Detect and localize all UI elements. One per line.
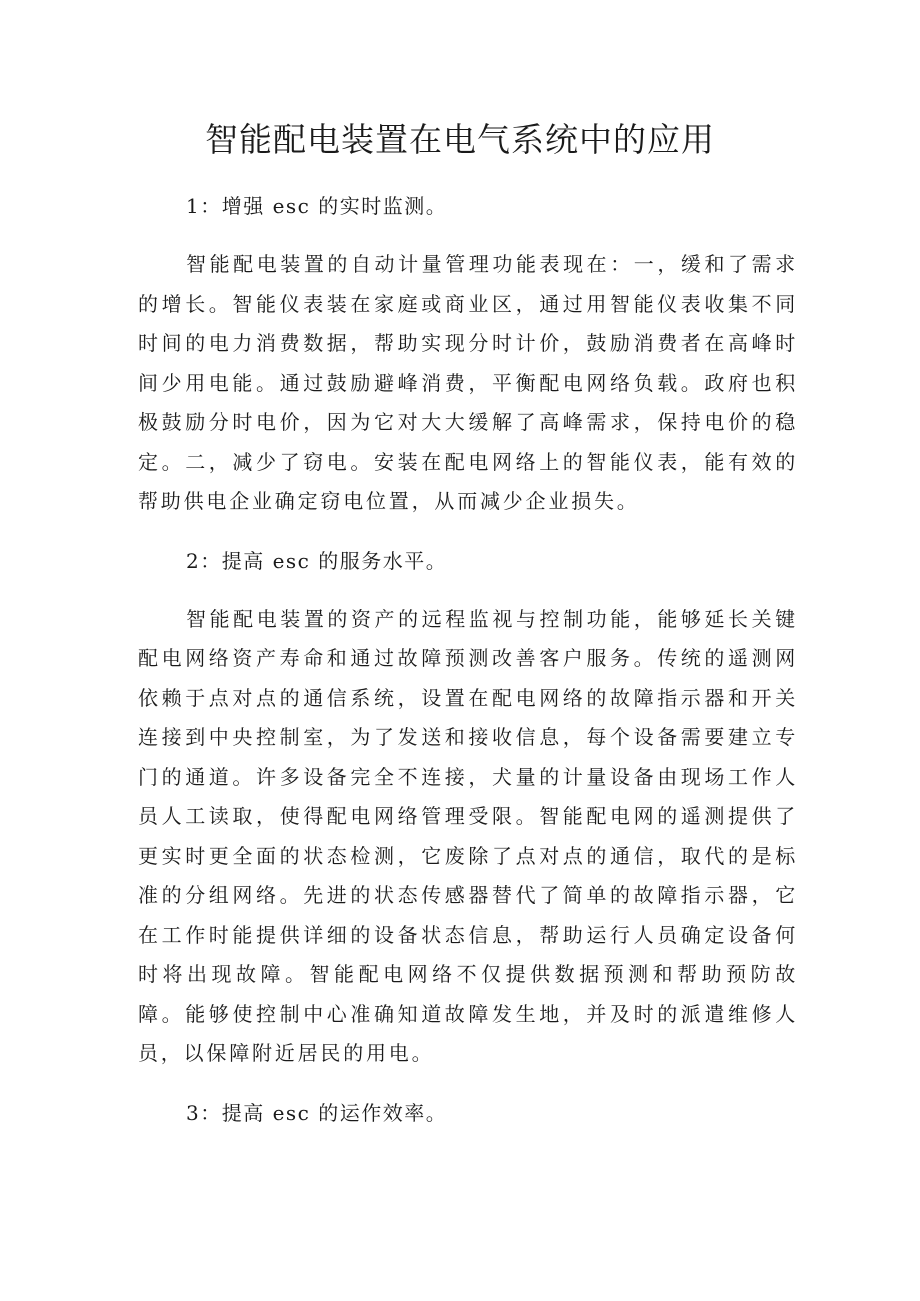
document-title: 智能配电装置在电气系统中的应用 — [205, 120, 715, 159]
section-1-paragraph: 智能配电装置的自动计量管理功能表现在：一，缓和了需求的增长。智能仪表装在家庭或商业区，通过用智能仪表收集不同时间的电力消费数据，帮助实现分时计价，鼓励消费者在高峰时间少用电能。通过鼓励避峰消费，平衡配电网络负载。政府也积极鼓励分时电价，因为它对大大缓解了高峰需求，保持电价的稳定。二，减少了窃电。安装在配电网络上的智能仪表，能有效的帮助供电企业确定窃电位置，从而减少企业损失。 — [138, 252, 798, 513]
document-body — [138, 184, 798, 1152]
section-2-heading: 2：提高 esc 的服务水平。 — [186, 548, 448, 573]
section-2-paragraph: 智能配电装置的资产的远程监视与控制功能，能够延长关键配电网络资产寿命和通过故障预测改善客户服务。传统的遥测网依赖于点对点的通信系统，设置在配电网络的故障指示器和开关连接到中央控制室，为了发送和接收信息，每个设备需要建立专门的通道。许多设备完全不连接，犬量的计量设备由现场工作人员人工读取，使得配电网络管理受限。智能配电网的遥测提供了更实时更全面的状态检测，它废除了点对点的通信，取代的是标准的分组网络。先进的状态传感器替代了简单的故障指示器，它在工作时能提供详细的设备状态信息，帮助运行人员确定设备何时将出现故障。智能配电网络不仅提供数据预测和帮助预防故障。能够使控制中心准确知道故障发生地，并及时的派遣维修人员，以保障附近居民的用电。 — [138, 606, 798, 1065]
section-1-heading: 1：增强 esc 的实时监测。 — [186, 194, 448, 218]
section-3-heading: 3：提高 esc 的运作效率。 — [186, 1100, 448, 1125]
